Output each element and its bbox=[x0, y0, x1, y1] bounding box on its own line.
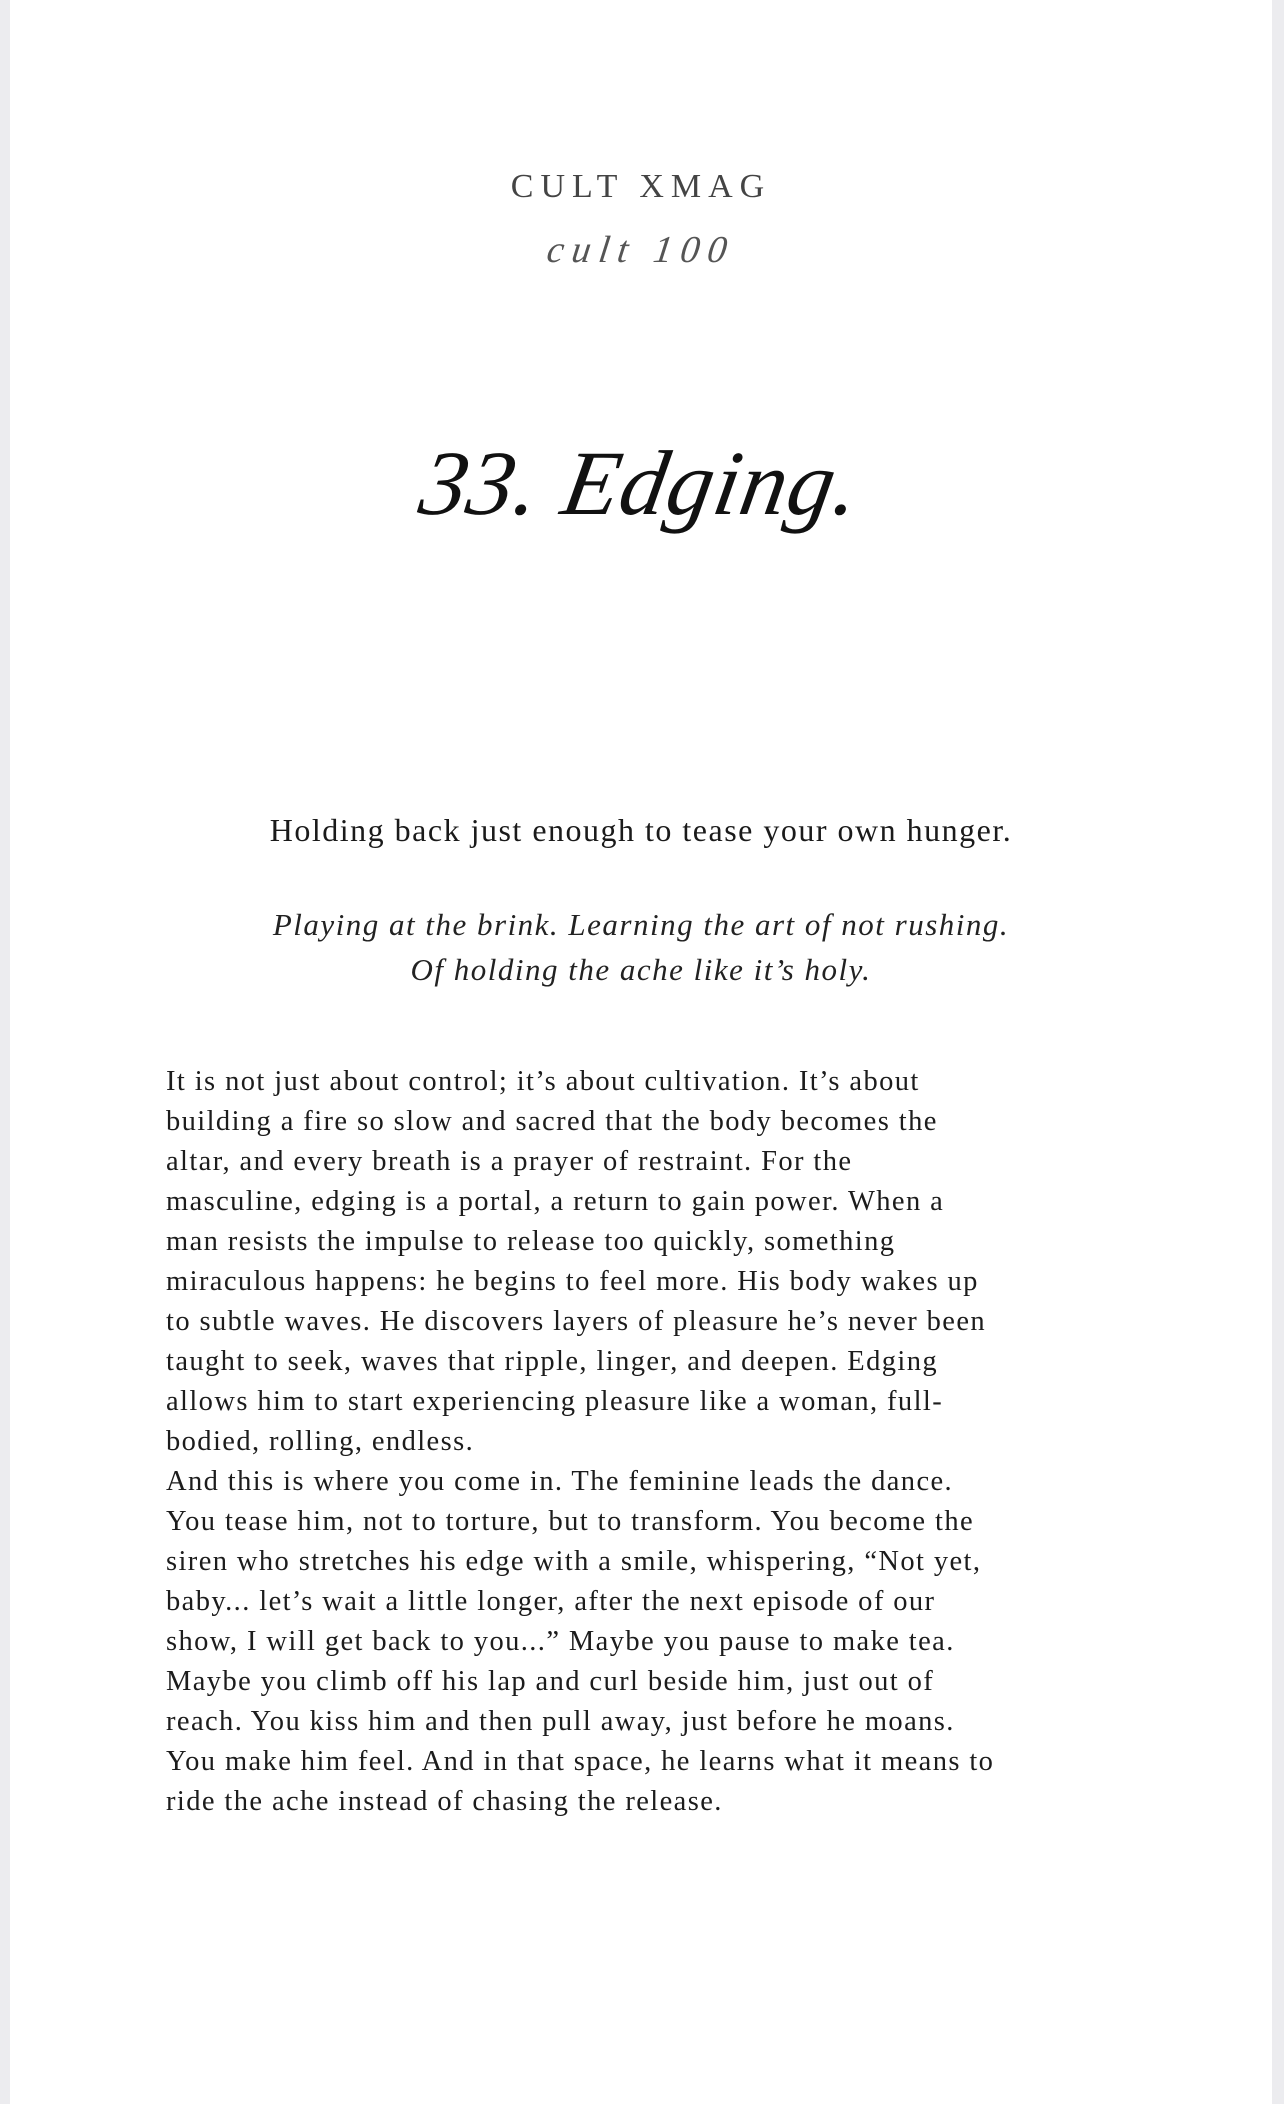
body-line: to subtle waves. He discovers layers of pleasure he’s never been bbox=[166, 1306, 987, 1337]
body-line: bodied, rolling, endless. bbox=[166, 1426, 475, 1457]
body-line: masculine, edging is a portal, a return to gain power. When a bbox=[166, 1186, 945, 1217]
body-line: man resists the impulse to release too quickly, something bbox=[166, 1226, 896, 1257]
body-line: taught to seek, waves that ripple, linger, and deepen. Edging bbox=[166, 1346, 939, 1377]
chapter-title: 33. Edging. bbox=[413, 432, 869, 534]
magazine-page bbox=[10, 0, 1272, 2104]
subtitle-line: Of holding the ache like it’s holy. bbox=[410, 952, 872, 987]
body-line: baby... let’s wait a little longer, after the next episode of our bbox=[166, 1586, 936, 1617]
issue-label: cult 100 bbox=[544, 229, 738, 271]
body-line: And this is where you come in. The feminine leads the dance. bbox=[166, 1466, 954, 1497]
article-body bbox=[166, 1062, 1126, 1822]
subtitle-line: Playing at the brink. Learning the art of not rushing. bbox=[272, 907, 1010, 942]
body-line: siren who stretches his edge with a smile, whispering, “Not yet, bbox=[166, 1546, 982, 1577]
tagline: Holding back just enough to tease your own hunger. bbox=[269, 812, 1013, 848]
body-line: It is not just about control; it’s about cultivation. It’s about bbox=[166, 1066, 920, 1097]
body-line: show, I will get back to you...” Maybe you pause to make tea. bbox=[166, 1626, 955, 1657]
body-line: Maybe you climb off his lap and curl beside him, just out of bbox=[166, 1666, 935, 1697]
body-line: altar, and every breath is a prayer of restraint. For the bbox=[166, 1146, 853, 1177]
body-line: ride the ache instead of chasing the release. bbox=[166, 1786, 723, 1817]
body-line: miraculous happens: he begins to feel more. His body wakes up bbox=[166, 1266, 979, 1297]
body-line: allows him to start experiencing pleasure like a woman, full- bbox=[166, 1386, 944, 1417]
subtitle bbox=[10, 902, 1272, 992]
body-line: building a fire so slow and sacred that the body becomes the bbox=[166, 1106, 938, 1137]
body-line: You make him feel. And in that space, he learns what it means to bbox=[166, 1746, 995, 1777]
body-line: reach. You kiss him and then pull away, just before he moans. bbox=[166, 1706, 955, 1737]
masthead: CULT XMAG bbox=[510, 168, 772, 205]
body-line: You tease him, not to torture, but to transform. You become the bbox=[166, 1506, 975, 1537]
